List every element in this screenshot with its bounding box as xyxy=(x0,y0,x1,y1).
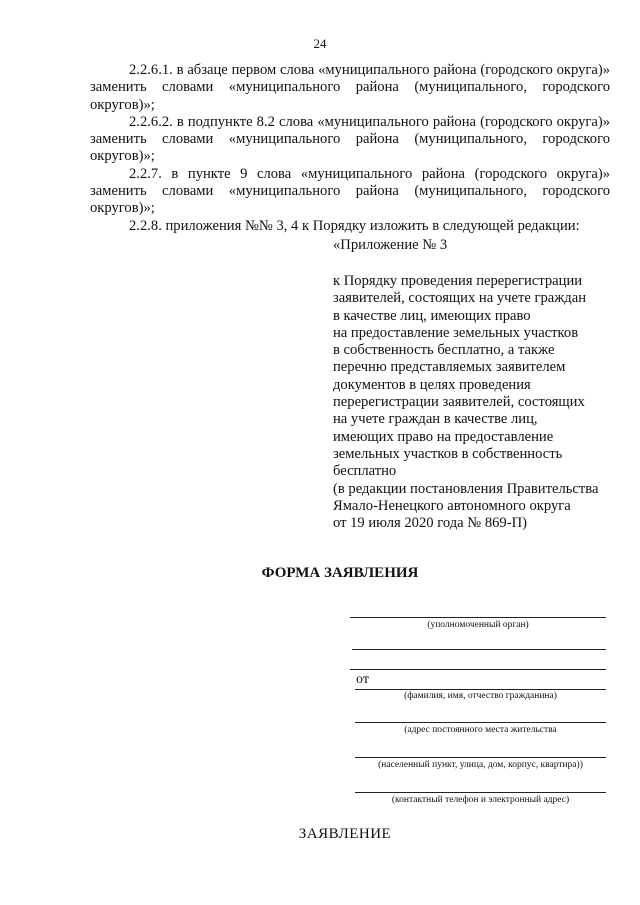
appendix-line: земельных участков в собственность xyxy=(333,445,563,462)
name-top-line xyxy=(350,669,606,670)
address-caption: (адрес постоянного места жительства xyxy=(404,725,557,735)
authority-caption: (уполномоченный орган) xyxy=(427,620,529,630)
locality-caption: (населенный пункт, улица, дом, корпус, квартира)) xyxy=(378,760,583,770)
paragraph-2-2-6-2: 2.2.6.2. в подпункте 8.2 слова «муниципального района (городского округа)» заменить словами «муниципального района (муниципального, городского округов)»; xyxy=(90,113,610,165)
name-caption: (фамилия, имя, отчество гражданина) xyxy=(404,691,557,701)
paragraph-2-2-7: 2.2.7. в пункте 9 слова «муниципального района (городского округа)» заменить словами «муниципального района (муниципального, городского округов)»; xyxy=(90,165,610,217)
locality-field-line xyxy=(355,757,606,758)
page-number: 24 xyxy=(313,36,327,51)
authority-field-line xyxy=(350,617,606,618)
appendix-line: имеющих право на предоставление xyxy=(333,428,554,445)
appendix-line: (в редакции постановления Правительства xyxy=(333,480,599,497)
contacts-caption: (контактный телефон и электронный адрес) xyxy=(391,795,570,805)
paragraph-2-2-8: 2.2.8. приложения №№ 3, 4 к Порядку изложить в следующей редакции: xyxy=(129,217,580,234)
appendix-line: на предоставление земельных участков xyxy=(333,324,579,341)
appendix-header xyxy=(333,273,618,532)
address-field-line xyxy=(355,722,606,723)
appendix-line: бесплатно xyxy=(333,463,397,480)
amendment-text xyxy=(90,62,610,235)
name-field-line xyxy=(355,689,606,690)
appendix-line: к Порядку проведения перерегистрации xyxy=(333,273,583,289)
appendix-line: документов в целях проведения xyxy=(333,376,531,393)
appendix-line: в собственность бесплатно, а также xyxy=(333,342,555,359)
appendix-line: от 19 июля 2020 года № 869-П) xyxy=(333,515,527,532)
statement-heading: ЗАЯВЛЕНИЕ xyxy=(298,826,392,842)
appendix-line: перерегистрации заявителей, состоящих xyxy=(333,394,585,411)
from-label: от xyxy=(356,672,369,687)
appendix-title: «Приложение № 3 xyxy=(333,237,448,253)
contacts-field-line xyxy=(355,792,606,793)
appendix-line: Ямало-Ненецкого автономного округа xyxy=(333,497,571,514)
appendix-line: в качестве лиц, имеющих право xyxy=(333,307,531,324)
appendix-line: на учете граждан в качестве лиц, xyxy=(333,411,538,428)
paragraph-2-2-6-1: 2.2.6.1. в абзаце первом слова «муниципального района (городского округа)» заменить словами «муниципального района (муниципального, городского округов)»; xyxy=(90,62,610,113)
blank-field-line xyxy=(352,649,606,650)
form-title: ФОРМА ЗАЯВЛЕНИЯ xyxy=(261,565,419,581)
appendix-line: заявителей, состоящих на учете граждан xyxy=(333,290,587,307)
appendix-line: перечню представляемых заявителем xyxy=(333,359,566,376)
